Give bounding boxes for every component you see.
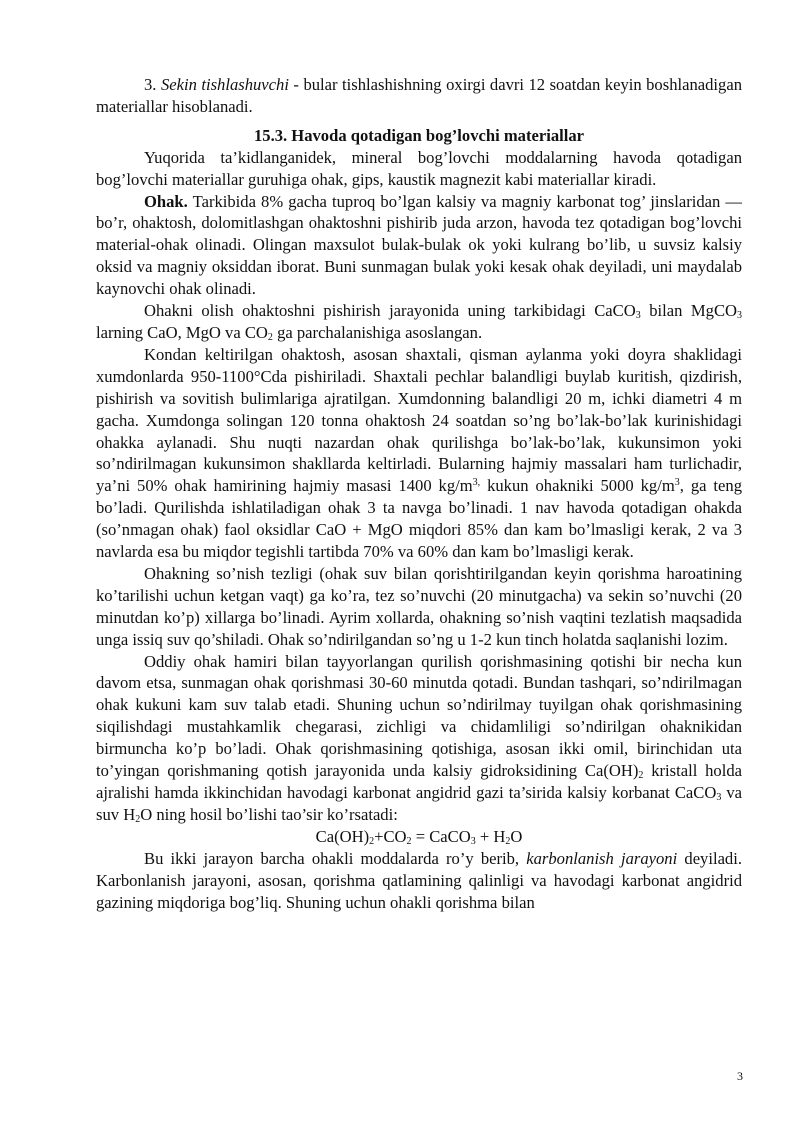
text-run: O ning hosil bo’lishi tao’sir ko’rsatadi: [140,804,398,824]
paragraph-kiln [96,344,742,563]
subscript: 2 [369,835,375,847]
subscript: 3 [737,310,742,322]
text-run: Oddiy ohak hamiri bilan tayyorlangan qurilish qorishmasining qotishi bir necha kun davom etsa, sunmagan ohak qorishmasi 30-60 minutda qotadi. Bundan tashqari, so’ndirilmagan ohak kukuni kam suv talab etadi. Shuning uchun so’ndirilmay tuyilgan ohak qorishmasining siqilishdagi mustahkamlik chegarasi, zichligi va chidamliligi so’ndirilgan ohaknikidan birmuncha ko’p bo’ladi. Ohak qorishmasining qotishiga, asosan ikki omil, birinchidan uta to’yingan qorishmaning qotish jarayonida unda kalsiy gidroksidining Ca(OH) [96,651,742,781]
text-run: va suv H [96,783,743,824]
subscript: 2 [505,835,511,847]
text-run: kukun ohakniki 5000 kg/m [480,476,675,496]
paragraph-slow-setting [96,74,742,118]
text-run: bilan MgCO [640,301,737,321]
superscript: 3 [472,477,478,489]
text-run: O [510,826,523,846]
term-italic: Sekin tishlashuvchi [160,75,289,94]
paragraph-process [96,300,742,344]
subscript: 2 [267,331,273,343]
chemical-equation [96,826,742,848]
text-run: Kondan keltirilgan ohaktosh, asosan shaxtali, qisman aylanma yoki doyra shaklidagi xumdonlarda 950-1100°Cda pishiriladi. Shaxtali pechlar balandligi buylab kuritish, qizdirish, pishirish va sovitish bulimlariga ajratilgan. Xumdonning balandligi 20 m, ichki diametri 4 m gacha. Xumdonga solingan 120 tonna ohaktosh 24 soatdan so’ng bo’lak-bo’lak kurinishidagi ohakka aylanadi. Shu nuqti nazardan ohak qurilishga bo’lak-bo’lak, kukunsimon yoki so’ndirilmagan kukunsimon shakllarda keltirladi. Bularning hajmiy massalari ham turlichadir, ya’ni 50% ohak hamirining hajmiy masasi 1400 kg/m [96,344,742,496]
text-run: larning CaO, MgO va CO [96,322,268,342]
text-run: , ga teng bo’ladi. Qurilishda ishlatiladigan ohak 3 ta navga bo’linadi. 1 nav havoda qotadigan ohakda (so’nmagan ohak) faol oksidlar CaO + MgO miqdori 85% dan kam bo’lmasligi kerak, 2 va 3 navlarda esa bu miqdor tegishli tartibda 70% va 60% dan kam bo’lmasligi kerak. [96,476,742,562]
text-run: ga parchalanishiga asoslangan. [272,322,483,342]
text-run: = CaCO [411,826,471,846]
subscript: 3 [716,792,722,803]
paragraph-hardening [96,651,742,826]
paragraph-text: Tarkibida 8% gacha tuproq bo’lgan kalsiy va magniy karbonat tog’ jinslaridan — bo’r, ohaktosh, dolomitlashgan ohaktoshni pishirib juda arzon, havoda tez qotadigan bog’lovchi material-ohak olinadi. Olingan maxsulot bulak-bulak ok yoki kulrang bo’lib, u suvsiz kalsiy oksid va magniy oksiddan iborat. Buni sunmagan bulak yoki kesak ohak deyiladi, uni maydalab kaynovchi ohak olinadi. [96,191,742,299]
paragraph-carbonation [96,848,742,914]
subscript: 2 [406,835,412,847]
term-italic: karbonlanish jarayoni [526,848,678,868]
superscript: , [477,477,481,489]
term-bold: Ohak. [144,191,188,211]
subscript: 3 [470,835,476,847]
paragraph-ohak [96,191,742,301]
text-run: Ca(OH) [315,826,370,846]
paragraph-intro: Yuqorida ta’kidlanganidek, mineral bog’lovchi moddalarning havoda qotadigan bog’lovchi materiallar guruhiga ohak, gips, kaustik magnezit kabi materiallar kiradi. [96,147,742,189]
section-heading: 15.3. Havoda qotadigan bog’lovchi materiallar [253,125,585,145]
list-number: 3. [144,75,161,94]
subscript: 2 [638,770,644,782]
text-run: Ohakni olish ohaktoshni pishirish jarayonida uning tarkibidagi CaCO [144,301,636,321]
paragraph-slaking: Ohakning so’nish tezligi (ohak suv bilan qorishtirilgandan keyin qorishma haroatining ko’tarilishi uchun ketgan vaqt) ga ko’ra, tez so’nuvchi (20 minutgacha) va sekin so’nuvchi (20 minutdan ko’p) xillarga bo’linadi. Ayrim xollarda, ohakning so’nish vaqtini tezlatish maqsadida unga issiq suv qo’shiladi. Ohak so’ndirilgandan so’ng u 1-2 kun tinch holatda saqlanishi lozim. [96,563,742,649]
text-run: +CO [374,826,407,846]
text-run: Bu ikki jarayon barcha ohakli moddalarda ro’y berib, [144,848,527,868]
paragraph-text: - bular tishlashishning oxirgi davri 12 soatdan keyin boshlanadigan materiallar hisoblanadi. [96,75,742,116]
text-run: + H [475,826,506,846]
text-run: kristall holda ajralishi hamda ikkinchidan havodagi karbonat angidrid gazi ta’sirida kalsiy korbanat CaCO [96,761,742,802]
subscript: 3 [635,310,641,322]
subscript: 2 [135,813,141,825]
text-run: deyiladi. Karbonlanish jarayoni, asosan, qorishma qatlamining qalinligi va havodagi karbonat angidrid gazining miqdoriga bog’liq. Shuning uchun ohakli qorishma bilan [96,848,742,912]
page-number: 3 [737,1069,743,1083]
superscript: 3 [674,477,680,489]
